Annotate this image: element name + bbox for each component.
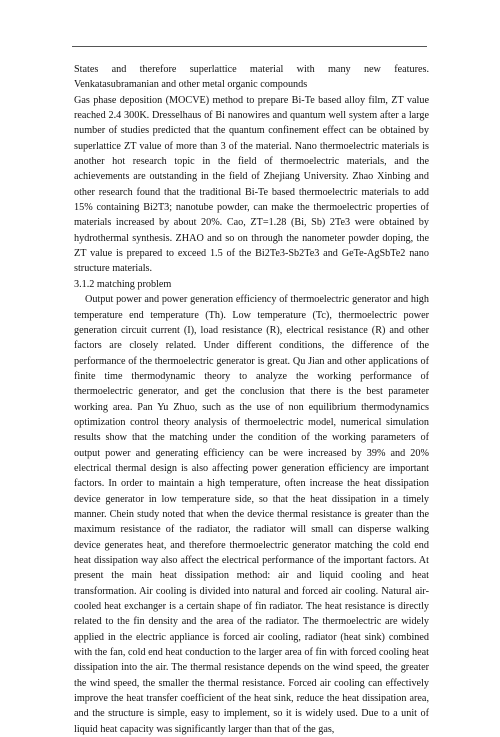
header-rule [72, 46, 427, 47]
paragraph-mocve-deposition: Gas phase deposition (MOCVE) method to prepare Bi-Te based alloy film, ZT value reached 2.4 300K. Dresselhaus of Bi nanowires and quantum well system after a large number of studies predicted that the quantum confinement effect can be obtained by superlattice ZT value of more than 3 of the material. Nano thermoelectric materials is another hot research topic in the field of thermoelectric materials, and the achievements are outstanding in the field of Zhejiang University. Zhao Xinbing and other research found that the traditional Bi-Te based thermoelectric materials to add 15% containing Bi2T3; nanotube powder, can make the thermoelectric properties of materials increased by about 20%. Cao, ZT=1.28 (Bi, Sb) 2Te3 were obtained by hydrothermal synthesis. ZHAO and so on through the nanometer powder doping, the ZT value is prepared to exceed 1.5 of the Bi2Te3-Sb2Te3 and GeTe-AgSbTe2 nano structure materials. [74, 94, 429, 275]
paragraph-output-power: Output power and power generation efficiency of thermoelectric generator and high temperature end temperature (Th). Low temperature (Tc), thermoelectric power generation circuit current (I), load resistance (R), electrical resistance (R) and other factors are closely related. Under different conditions, the difference of the performance of the thermoelectric generator is great. Qu Jian and other applications of finite time thermodynamic theory to analyze the working performance of thermoelectric generator, and get the conclusion that there is the best parameter working area. Pan Yu Zhuo, such as the use of non equilibrium thermodynamics optimization control theory analysis of thermoelectric model, numerical simulation results show that the matching under the condition of the working parameters of output power and generating efficiency can be were increased by 39% and 20% electrical thermal design is also affecting power generation efficiency are important factors. In order to maintain a high temperature, often increase the heat dissipation device generator in low temperature side, so that the heat dissipation in a timely manner. Chein study noted that when the device thermal resistance is greater than the maximum resistance of the radiator, the radiator will small can disperse walking device generates heat, and therefore thermoelectric generator matching the cold end heat dissipation way also affect the electrical performance of the important factors. At present the main heat dissipation method: air and liquid cooling and heat transformation. Air cooling is divided into natural and forced air cooling. Natural air-cooled heat exchanger is a certain shape of fin radiator. The heat resistance is directly related to the fin density and the area of the radiator. The thermoelectric are widely applied in the electric appliance is forced air cooling, radiator (heat sink) combined with the fan, cold end heat conduction to the larger area of fin with forced cooling heat dissipation into the air. The thermal resistance depends on the wind speed, the greater the wind speed, the smaller the thermal resistance. Forced air cooling can effectively improve the heat transfer coefficient of the heat sink, reduce the heat dissipation area, and the structure is simple, easy to implement, so it is widely used. Due to a unit of liquid heat capacity was significantly larger than that of the gas, [74, 294, 429, 735]
paragraph-states-superlattice: States and therefore superlattice material with many new features. Venkatasubramanian and other metal organic compounds [74, 64, 429, 91]
document-body [74, 62, 429, 737]
section-heading-matching-problem: 3.1.2 matching problem [74, 278, 172, 290]
